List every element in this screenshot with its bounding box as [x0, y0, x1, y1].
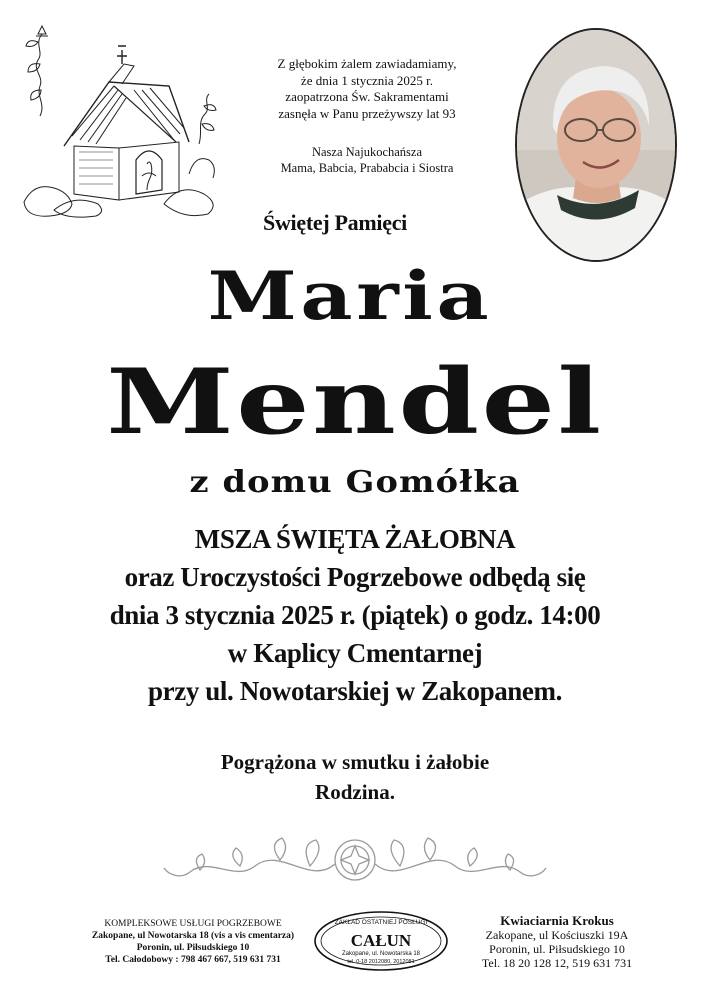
funeral-line: w Kaplicy Cmentarnej: [227, 638, 483, 668]
dedication: [232, 144, 502, 176]
florist-name: Kwiaciarnia Krokus: [500, 913, 614, 928]
dedication-line: Mama, Babcia, Prababcia i Siostra: [280, 161, 454, 175]
stamp-phone: tel. 0-18 2012080, 2012081: [347, 959, 415, 965]
announcement: [232, 56, 502, 122]
announcement-line: że dnia 1 stycznia 2025 r.: [300, 72, 434, 88]
stamp-top-text: ZAKŁAD OSTATNIEJ POSŁUGI: [334, 919, 428, 926]
portrait-photo: [515, 28, 677, 262]
ornament-divider: [160, 826, 550, 896]
funeral-line: przy ul. Nowotarskiej w Zakopanem.: [148, 676, 562, 706]
florist-phone: Tel. 18 20 128 12, 519 631 731: [481, 956, 633, 970]
announcement-line: Z głębokim żalem zawiadamiamy,: [277, 56, 457, 71]
funeral-home-phone: Tel. Całodobowy : 798 467 667, 519 631 731: [105, 955, 281, 965]
funeral-line: oraz Uroczystości Pogrzebowe odbędą się: [124, 562, 586, 592]
first-name: Maria: [207, 257, 493, 335]
funeral-home-address: Zakopane, ul Nowotarska 18 (vis a vis cmentarza): [91, 931, 295, 941]
florist-address: Zakopane, ul Kościuszki 19A: [485, 928, 629, 942]
family-signature: Rodzina.: [315, 780, 395, 804]
stamp-address: Zakopane, ul. Nowotarska 18: [341, 951, 421, 957]
funeral-line: dnia 3 stycznia 2025 r. (piątek) o godz. 14:00: [109, 600, 601, 630]
funeral-home-info: [88, 918, 298, 966]
funeral-home-title: KOMPLEKSOWE USŁUGI POGRZEBOWE: [104, 919, 282, 929]
stamp-name: CAŁUN: [350, 931, 412, 950]
closing-line: Pogrążona w smutku i żałobie: [220, 750, 490, 774]
calun-stamp-logo: [312, 910, 450, 972]
funeral-details: [60, 520, 650, 710]
funeral-line: MSZA ŚWIĘTA ŻAŁOBNA: [194, 524, 516, 554]
announcement-line: zasnęła w Panu przeżywszy lat 93: [278, 105, 456, 121]
memory-heading: Świętej Pamięci: [263, 210, 407, 235]
funeral-home-address: Poronin, ul. Piłsudskiego 10: [136, 943, 250, 953]
dedication-line: Nasza Najukochańsza: [311, 145, 423, 159]
maiden-name: z domu Gomółka: [189, 465, 521, 500]
florist-info: [452, 914, 662, 970]
chapel-illustration: [14, 24, 224, 219]
closing: [130, 747, 580, 807]
announcement-line: zaopatrzona Św. Sakramentami: [285, 89, 449, 104]
florist-address: Poronin, ul. Piłsudskiego 10: [489, 942, 625, 956]
last-name: Mendel: [106, 349, 604, 455]
